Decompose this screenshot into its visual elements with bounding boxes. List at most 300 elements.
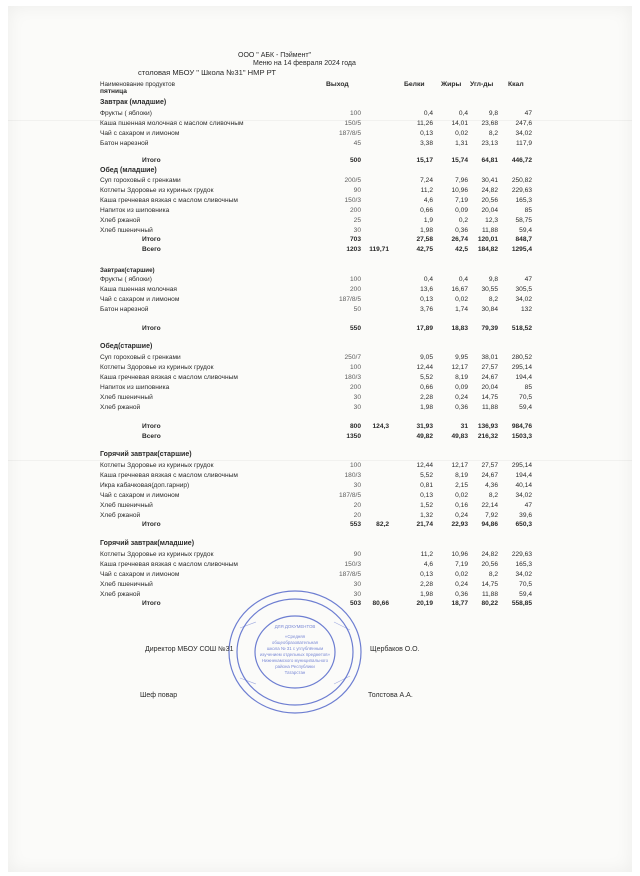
chef-name: Толстова А.А.: [368, 692, 413, 699]
item-name: Итого: [142, 325, 161, 332]
item-kcal: 295,14: [511, 364, 532, 371]
item-name: Чай с сахаром и лимоном: [100, 571, 180, 578]
item-name: Хлеб ржаной: [100, 591, 141, 598]
item-carbs: 11,88: [481, 227, 498, 234]
item-kcal: 70,5: [519, 581, 532, 588]
item-kcal: 117,9: [515, 140, 532, 147]
item-protein: 12,44: [416, 462, 433, 469]
item-protein: 1,98: [420, 591, 433, 598]
item-kcal: 132: [520, 306, 532, 313]
table-row: [0, 394, 640, 404]
item-name: Напиток из шиповника: [100, 384, 170, 391]
item-name: Итого: [142, 600, 161, 607]
item-name: Батон нарезной: [100, 140, 149, 147]
item-kcal: 165,3: [515, 197, 532, 204]
item-kcal: 34,02: [515, 130, 532, 137]
item-fat: 0,36: [455, 404, 468, 411]
item-carbs: 8,2: [488, 492, 498, 499]
item-output: 200: [349, 207, 361, 214]
table-row: [0, 561, 640, 571]
item-protein: 0,66: [420, 207, 433, 214]
item-fat: 0,09: [455, 384, 468, 391]
total-row: [0, 325, 640, 335]
item-name: Суп гороховый с гренками: [100, 177, 181, 184]
table-row: [0, 217, 640, 227]
svg-text:изучением отдельных предметов»: изучением отдельных предметов»: [259, 652, 331, 657]
item-carbs: 30,41: [481, 177, 498, 184]
item-fat: 15,74: [451, 157, 468, 164]
total-row: [0, 423, 640, 433]
item-carbs: 4,36: [485, 482, 498, 489]
item-carbs: 14,75: [481, 394, 498, 401]
item-protein: 11,2: [420, 551, 433, 558]
item-protein: 5,52: [420, 472, 433, 479]
item-carbs: 14,75: [481, 581, 498, 588]
item-fat: 7,96: [455, 177, 468, 184]
item-name: Фрукты ( яблоки): [100, 110, 152, 117]
item-name: Всего: [142, 246, 161, 253]
item-carbs: 20,56: [481, 197, 498, 204]
item-protein: 0,4: [423, 110, 433, 117]
item-protein: 1,98: [420, 404, 433, 411]
item-output: 100: [349, 364, 361, 371]
table-row: [0, 472, 640, 482]
item-protein: 4,6: [423, 197, 433, 204]
item-name: Котлеты Здоровье из куриных грудок: [100, 551, 214, 558]
item-output: 150/5: [344, 120, 361, 127]
item-protein: 2,28: [420, 394, 433, 401]
svg-text:ДЛЯ ДОКУМЕНТОВ: ДЛЯ ДОКУМЕНТОВ: [274, 624, 316, 629]
svg-text:Татарстан: Татарстан: [284, 670, 306, 675]
item-protein: 13,6: [420, 286, 433, 293]
item-fat: 49,83: [451, 433, 468, 440]
item-fat: 0,4: [458, 276, 468, 283]
item-output: 180/3: [344, 472, 361, 479]
item-carbs: 27,57: [481, 364, 498, 371]
table-row: [0, 571, 640, 581]
menu-date: Меню на 14 февраля 2024 года: [253, 60, 356, 67]
item-fat: 10,96: [451, 551, 468, 558]
item-kcal: 1503,3: [511, 433, 532, 440]
item-fat: 22,93: [451, 521, 468, 528]
item-kcal: 558,85: [511, 600, 532, 607]
item-kcal: 984,76: [511, 423, 532, 430]
item-name: Котлеты Здоровье из куриных грудок: [100, 364, 214, 371]
item-name: Каша гречневая вязкая с маслом сливочным: [100, 561, 238, 568]
item-protein: 0,66: [420, 384, 433, 391]
item-fat: 0,24: [455, 394, 468, 401]
svg-text:«Средняя: «Средняя: [284, 634, 306, 639]
item-carbs: 9,8: [488, 110, 498, 117]
item-name: Итого: [142, 423, 161, 430]
item-protein: 20,19: [416, 600, 433, 607]
item-kcal: 39,6: [519, 512, 532, 519]
item-fat: 0,24: [455, 581, 468, 588]
item-cost: 119,71: [369, 246, 389, 253]
item-name: Икра кабачковая(доп.гарнир): [100, 482, 190, 489]
item-kcal: 59,4: [519, 591, 532, 598]
table-row: [0, 110, 640, 120]
item-fat: 0,16: [455, 502, 468, 509]
item-carbs: 24,67: [481, 472, 498, 479]
item-fat: 0,02: [455, 296, 468, 303]
school-stamp: [226, 588, 364, 716]
item-name: пятница: [100, 88, 127, 95]
item-kcal: 194,4: [515, 472, 532, 479]
item-protein: 1,98: [420, 227, 433, 234]
item-fat: 16,67: [451, 286, 468, 293]
item-kcal: 34,02: [515, 571, 532, 578]
table-row: [0, 374, 640, 384]
item-output: 30: [353, 227, 361, 234]
item-protein: 9,05: [420, 354, 433, 361]
item-kcal: 165,3: [515, 561, 532, 568]
item-name: Завтрак(старшие): [100, 267, 155, 274]
item-output: 187/8/5: [339, 296, 361, 303]
item-fat: 42,5: [455, 246, 468, 253]
item-carbs: 20,04: [481, 207, 498, 214]
table-row: [0, 482, 640, 492]
item-name: Чай с сахаром и лимоном: [100, 492, 180, 499]
item-output: 200: [349, 384, 361, 391]
item-fat: 7,19: [455, 561, 468, 568]
item-output: 553: [349, 521, 361, 528]
item-output: 187/8/5: [339, 571, 361, 578]
item-output: 180/3: [344, 374, 361, 381]
chef-title: Шеф повар: [140, 692, 178, 699]
col-protein-header: Белки: [404, 81, 425, 88]
table-row: [0, 551, 640, 561]
item-name: Горячий завтрак(младшие): [100, 540, 195, 547]
item-carbs: 216,32: [477, 433, 498, 440]
item-kcal: 229,63: [511, 551, 532, 558]
item-output: 20: [353, 502, 361, 509]
section-heading: [0, 343, 640, 353]
item-name: Всего: [142, 433, 161, 440]
table-row: [0, 492, 640, 502]
item-kcal: 446,72: [511, 157, 532, 164]
item-name: Хлеб ржаной: [100, 512, 141, 519]
item-name: Котлеты Здоровье из куриных грудок: [100, 462, 214, 469]
item-output: 200: [349, 286, 361, 293]
item-protein: 0,13: [420, 130, 433, 137]
item-name: Горячий завтрак(старшие): [100, 451, 192, 458]
item-kcal: 34,02: [515, 296, 532, 303]
item-fat: 0,4: [458, 110, 468, 117]
table-row: [0, 462, 640, 472]
table-row: [0, 197, 640, 207]
item-carbs: 23,68: [481, 120, 498, 127]
item-output: 30: [353, 394, 361, 401]
item-fat: 18,77: [451, 600, 468, 607]
item-fat: 18,83: [451, 325, 468, 332]
item-carbs: 24,82: [481, 187, 498, 194]
item-fat: 12,17: [451, 364, 468, 371]
item-kcal: 194,4: [515, 374, 532, 381]
item-carbs: 30,84: [481, 306, 498, 313]
item-fat: 0,24: [455, 512, 468, 519]
svg-text:района Республики: района Республики: [275, 664, 315, 669]
item-name: Каша пшенная молочная с маслом сливочным: [100, 120, 244, 127]
item-name: Суп гороховый с гренками: [100, 354, 181, 361]
table-row: [0, 296, 640, 306]
item-protein: 15,17: [416, 157, 433, 164]
item-output: 1350: [346, 433, 361, 440]
day-label: [0, 88, 640, 98]
item-protein: 0,4: [423, 276, 433, 283]
item-carbs: 94,86: [481, 521, 498, 528]
item-protein: 0,13: [420, 492, 433, 499]
item-kcal: 247,6: [515, 120, 532, 127]
item-name: Напиток из шиповника: [100, 207, 170, 214]
item-protein: 11,2: [420, 187, 433, 194]
item-kcal: 518,52: [511, 325, 532, 332]
total-row: [0, 246, 640, 256]
svg-text:школа № 31 с углублённым: школа № 31 с углублённым: [266, 646, 324, 651]
item-fat: 14,01: [451, 120, 468, 127]
item-protein: 1,32: [420, 512, 433, 519]
item-output: 187/8/5: [339, 130, 361, 137]
col-name-header: Наименование продуктов: [100, 81, 175, 88]
item-kcal: 59,4: [519, 227, 532, 234]
item-protein: 0,81: [420, 482, 433, 489]
school-name: столовая МБОУ " Школа №31" НМР РТ: [138, 68, 277, 77]
svg-text:общеобразовательная: общеобразовательная: [271, 640, 319, 645]
item-name: Завтрак (младшие): [100, 99, 167, 106]
item-protein: 4,6: [423, 561, 433, 568]
item-kcal: 58,75: [515, 217, 532, 224]
item-carbs: 11,88: [481, 404, 498, 411]
table-row: [0, 404, 640, 414]
table-row: [0, 207, 640, 217]
table-row: [0, 177, 640, 187]
item-output: 100: [349, 276, 361, 283]
item-kcal: 295,14: [511, 462, 532, 469]
item-carbs: 136,93: [477, 423, 498, 430]
item-carbs: 9,8: [488, 276, 498, 283]
item-carbs: 38,01: [481, 354, 498, 361]
item-carbs: 24,67: [481, 374, 498, 381]
item-output: 30: [353, 482, 361, 489]
item-name: Итого: [142, 157, 161, 164]
item-kcal: 47: [524, 110, 532, 117]
item-name: Итого: [142, 236, 161, 243]
item-fat: 0,02: [455, 571, 468, 578]
item-fat: 12,17: [451, 462, 468, 469]
section-heading: [0, 167, 640, 177]
item-protein: 17,89: [416, 325, 433, 332]
item-carbs: 79,39: [481, 325, 498, 332]
table-row: [0, 140, 640, 150]
item-carbs: 7,92: [485, 512, 498, 519]
item-kcal: 1295,4: [511, 246, 532, 253]
item-output: 800: [349, 423, 361, 430]
item-carbs: 22,14: [481, 502, 498, 509]
table-row: [0, 286, 640, 296]
item-name: Каша пшенная молочная: [100, 286, 177, 293]
item-fat: 8,19: [455, 374, 468, 381]
item-name: Чай с сахаром и лимоном: [100, 296, 180, 303]
item-output: 550: [349, 325, 361, 332]
item-kcal: 59,4: [519, 404, 532, 411]
col-fat-header: Жиры: [441, 81, 462, 88]
item-output: 100: [349, 110, 361, 117]
item-fat: 1,31: [455, 140, 468, 147]
item-kcal: 47: [524, 502, 532, 509]
item-protein: 1,9: [423, 217, 433, 224]
item-output: 25: [353, 217, 361, 224]
item-carbs: 64,81: [481, 157, 498, 164]
item-protein: 0,13: [420, 571, 433, 578]
director-title: Директор МБОУ СОШ №31: [145, 646, 234, 653]
item-name: Обед (младшие): [100, 167, 157, 174]
item-carbs: 120,01: [477, 236, 498, 243]
item-fat: 0,02: [455, 492, 468, 499]
item-carbs: 20,56: [481, 561, 498, 568]
item-name: Хлеб пшеничный: [100, 394, 153, 401]
item-carbs: 24,82: [481, 551, 498, 558]
item-carbs: 20,04: [481, 384, 498, 391]
item-name: Каша гречневая вязкая с маслом сливочным: [100, 374, 238, 381]
item-fat: 0,36: [455, 591, 468, 598]
item-name: Каша гречневая вязкая с маслом сливочным: [100, 197, 238, 204]
item-name: Хлеб ржаной: [100, 404, 141, 411]
item-output: 90: [353, 551, 361, 558]
item-kcal: 40,14: [515, 482, 532, 489]
item-carbs: 184,82: [477, 246, 498, 253]
item-name: Котлеты Здоровье из куриных грудок: [100, 187, 214, 194]
item-cost: 124,3: [372, 423, 389, 430]
table-row: [0, 130, 640, 140]
item-kcal: 85: [524, 384, 532, 391]
item-output: 100: [349, 462, 361, 469]
item-output: 30: [353, 404, 361, 411]
item-name: Итого: [142, 521, 161, 528]
item-fat: 31: [460, 423, 468, 430]
svg-text:Нижнекамского муниципального: Нижнекамского муниципального: [261, 658, 329, 663]
item-protein: 3,38: [420, 140, 433, 147]
item-fat: 0,09: [455, 207, 468, 214]
item-protein: 0,13: [420, 296, 433, 303]
item-output: 45: [353, 140, 361, 147]
item-fat: 8,19: [455, 472, 468, 479]
item-carbs: 30,55: [481, 286, 498, 293]
item-cost: 80,66: [372, 600, 389, 607]
item-kcal: 650,3: [515, 521, 532, 528]
item-name: Обед(старшие): [100, 343, 153, 350]
item-kcal: 70,5: [519, 394, 532, 401]
item-protein: 11,26: [416, 120, 433, 127]
item-carbs: 12,3: [485, 217, 498, 224]
total-row: [0, 521, 640, 531]
table-row: [0, 384, 640, 394]
item-protein: 5,52: [420, 374, 433, 381]
total-row: [0, 236, 640, 246]
item-output: 30: [353, 591, 361, 598]
item-kcal: 47: [524, 276, 532, 283]
item-protein: 7,24: [420, 177, 433, 184]
item-carbs: 80,22: [481, 600, 498, 607]
item-name: Чай с сахаром и лимоном: [100, 130, 180, 137]
item-fat: 26,74: [451, 236, 468, 243]
item-kcal: 229,63: [511, 187, 532, 194]
item-protein: 31,93: [416, 423, 433, 430]
item-output: 187/8/5: [339, 492, 361, 499]
item-output: 90: [353, 187, 361, 194]
item-kcal: 250,82: [511, 177, 532, 184]
item-fat: 2,15: [455, 482, 468, 489]
table-row: [0, 187, 640, 197]
table-row: [0, 276, 640, 286]
section-heading: [0, 540, 640, 550]
item-protein: 2,28: [420, 581, 433, 588]
item-protein: 12,44: [416, 364, 433, 371]
item-fat: 1,74: [455, 306, 468, 313]
table-row: [0, 306, 640, 316]
table-row: [0, 354, 640, 364]
item-output: 703: [349, 236, 361, 243]
section-heading: [0, 451, 640, 461]
item-fat: 0,02: [455, 130, 468, 137]
item-kcal: 305,5: [515, 286, 532, 293]
item-fat: 7,19: [455, 197, 468, 204]
item-carbs: 27,57: [481, 462, 498, 469]
item-protein: 21,74: [416, 521, 433, 528]
item-name: Хлеб пшеничный: [100, 502, 153, 509]
col-carbs-header: Угл-ды: [470, 81, 494, 88]
item-carbs: 8,2: [488, 571, 498, 578]
item-kcal: 848,7: [515, 236, 532, 243]
item-output: 503: [349, 600, 361, 607]
item-output: 30: [353, 581, 361, 588]
item-fat: 9,95: [455, 354, 468, 361]
item-carbs: 8,2: [488, 130, 498, 137]
item-kcal: 85: [524, 207, 532, 214]
item-output: 250/7: [344, 354, 361, 361]
item-output: 150/3: [344, 197, 361, 204]
item-protein: 49,82: [416, 433, 433, 440]
item-name: Хлеб ржаной: [100, 217, 141, 224]
item-kcal: 34,02: [515, 492, 532, 499]
item-output: 50: [353, 306, 361, 313]
item-name: Фрукты ( яблоки): [100, 276, 152, 283]
item-name: Хлеб пшеничный: [100, 227, 153, 234]
item-kcal: 280,52: [511, 354, 532, 361]
total-row: [0, 433, 640, 443]
item-protein: 1,52: [420, 502, 433, 509]
item-name: Хлеб пшеничный: [100, 581, 153, 588]
col-output-header: Выход: [326, 81, 349, 88]
total-row: [0, 157, 640, 167]
item-carbs: 8,2: [488, 296, 498, 303]
item-carbs: 23,13: [481, 140, 498, 147]
item-cost: 82,2: [376, 521, 389, 528]
table-row: [0, 364, 640, 374]
item-output: 200/5: [344, 177, 361, 184]
item-output: 1203: [346, 246, 361, 253]
item-name: Каша гречневая вязкая с маслом сливочным: [100, 472, 238, 479]
item-carbs: 11,88: [481, 591, 498, 598]
item-protein: 3,76: [420, 306, 433, 313]
item-fat: 0,2: [458, 217, 468, 224]
item-output: 500: [349, 157, 361, 164]
item-fat: 0,36: [455, 227, 468, 234]
col-kcal-header: Ккал: [508, 81, 524, 88]
director-name: Щербаков О.О.: [370, 646, 420, 653]
item-protein: 42,75: [416, 246, 433, 253]
table-row: [0, 502, 640, 512]
item-output: 20: [353, 512, 361, 519]
